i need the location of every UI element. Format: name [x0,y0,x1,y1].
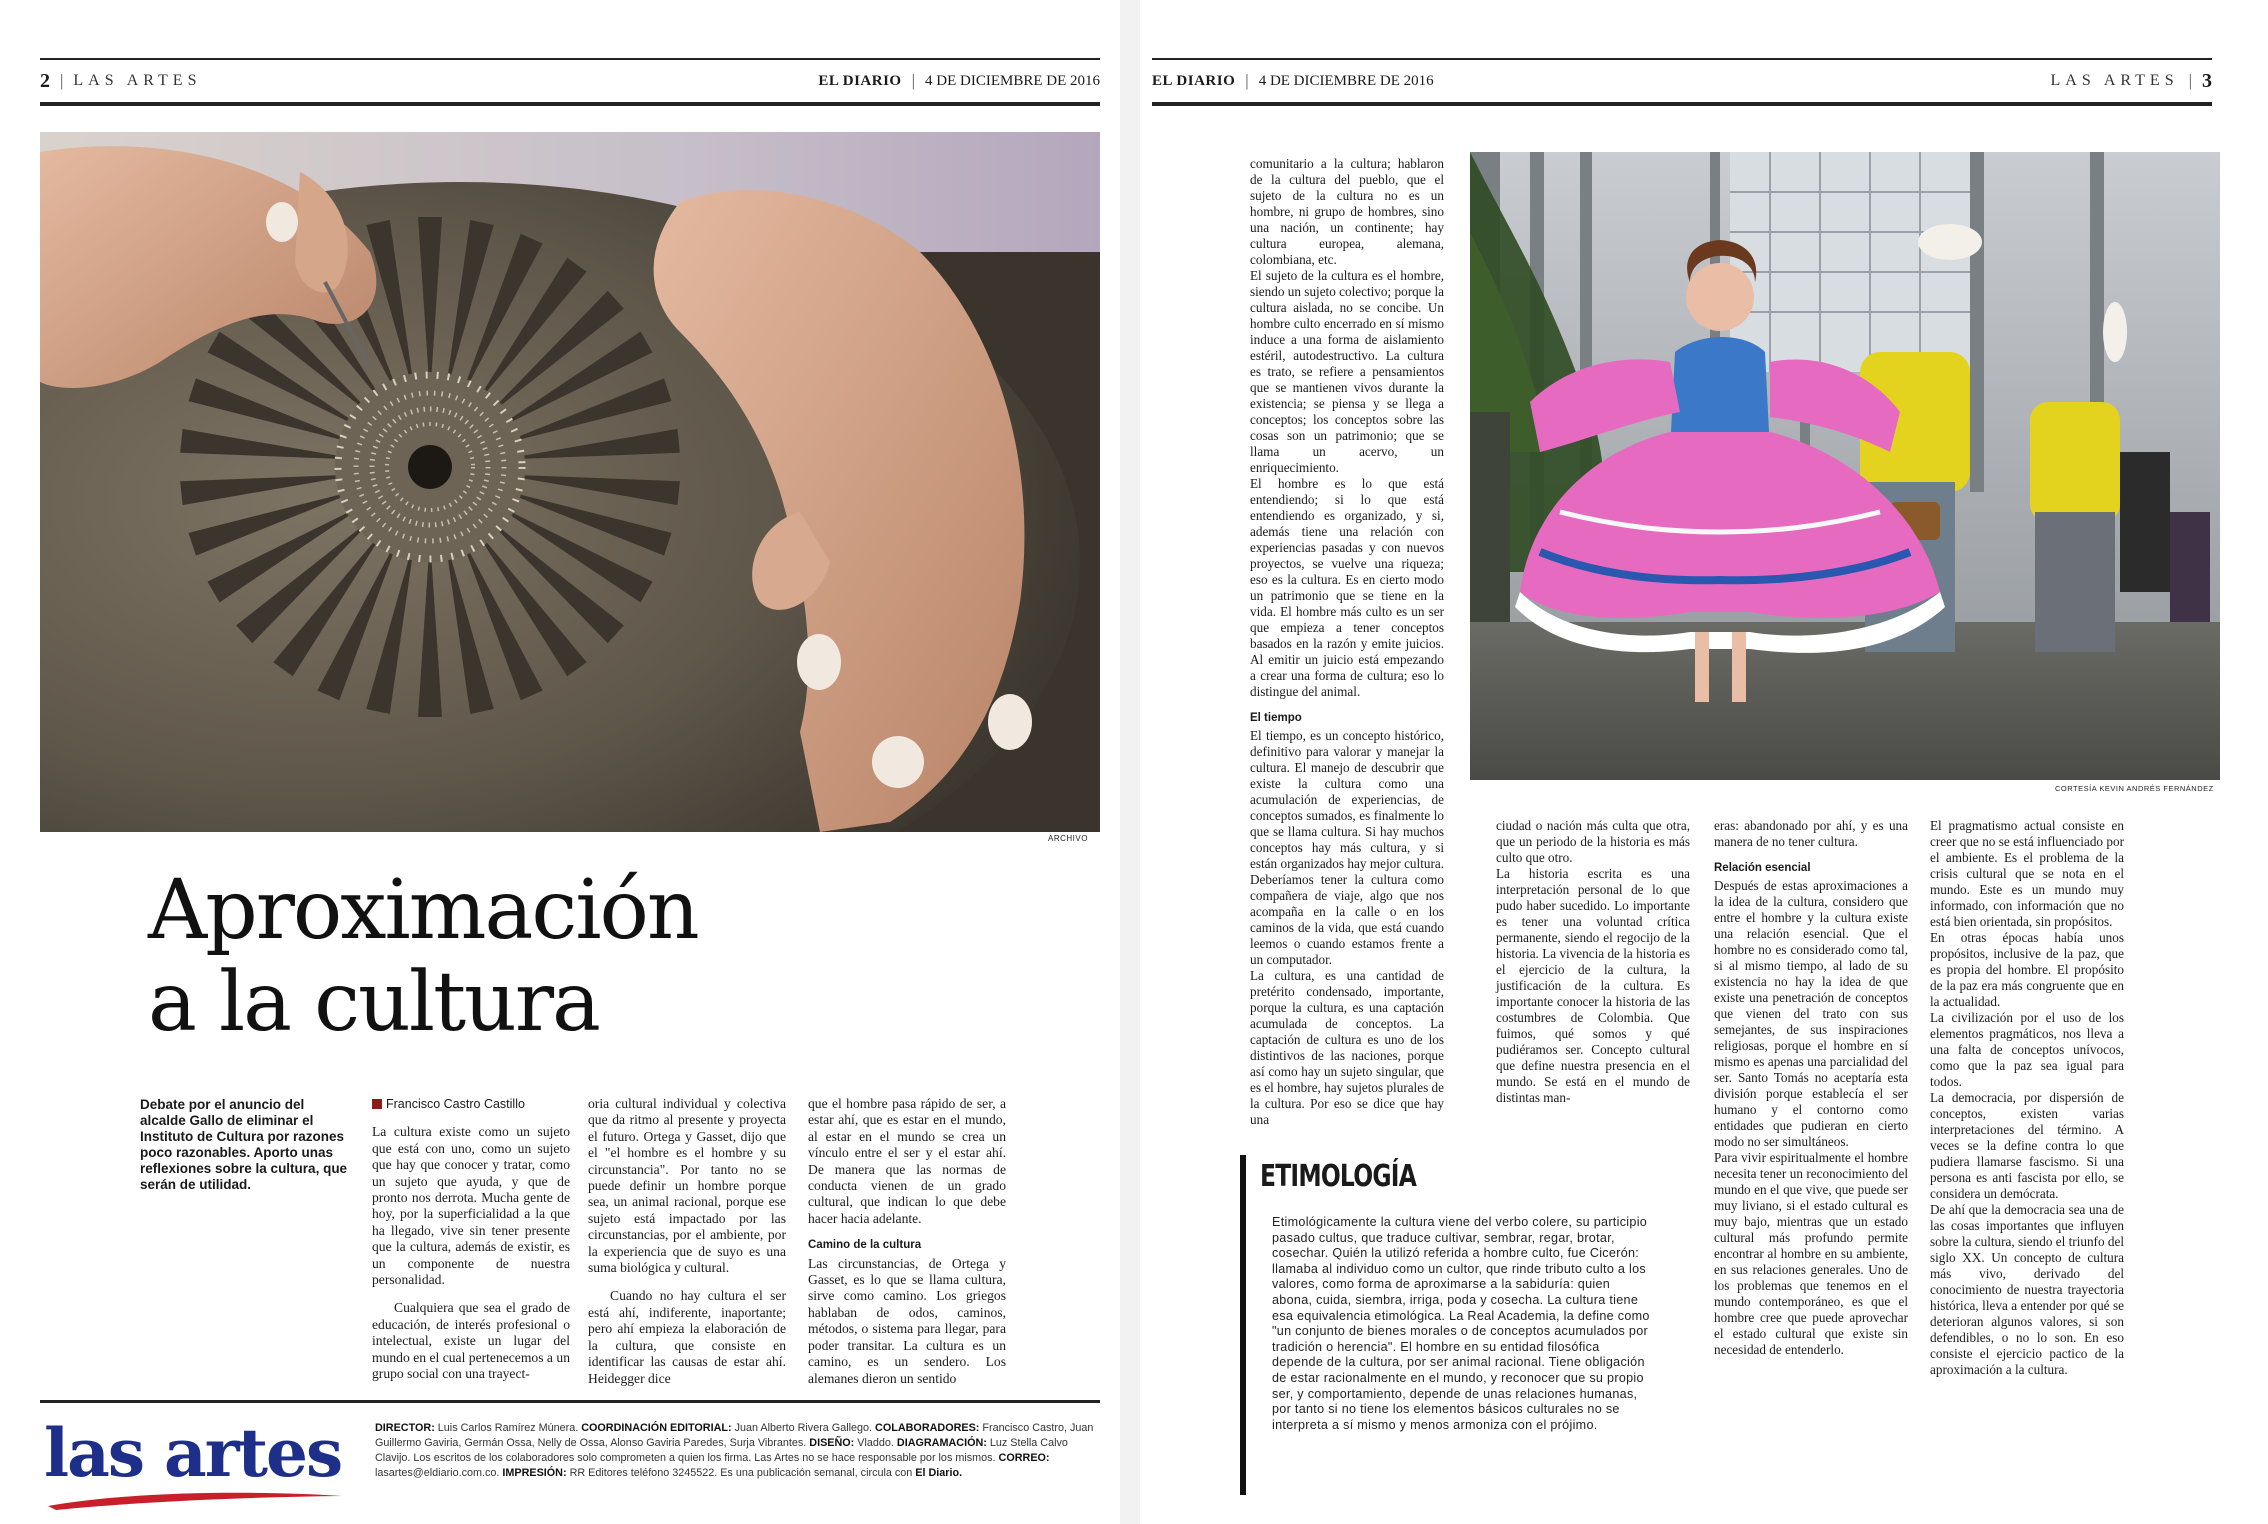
photo-credit: CORTESÍA KEVIN ANDRÉS FERNÁNDEZ [2055,784,2214,793]
issue-date: 4 DE DICIEMBRE DE 2016 [1258,72,1434,89]
paragraph: Después de estas aproximaciones a la idea de la cultura, considero que entre el hombre y la cultura existe una relación esencial. Que el hombre no es considerado como tal, si al mismo tiempo, al lado de su existencia no hay la idea de que existe una penetración de conceptos que vienen del trato con sus semejantes, de sus inspiraciones religiosas, porque el hombre en sí mismo es apenas una parcialidad del ser. Santo Tomás no aceptaría esta división porque establecía el ser humano y el contorno como entidades que pudieran en cierto modo no ser simultáneos. [1714,878,1908,1149]
issue-date: 4 DE DICIEMBRE DE 2016 [925,72,1100,89]
right-column-b [1496,818,1690,1106]
paragraph: El pragmatismo actual consiste en creer que no se está influenciado por el ambiente. Es el problema de la crisis cultural que se nota en el mundo. Este es un mundo muy informado, con información que no está bien orientada, sin propósitos. [1930,818,2124,929]
paper-name: EL DIARIO [1152,72,1236,89]
byline-author: Francisco Castro Castillo [386,1097,525,1111]
dance-photo [1470,152,2220,780]
paragraph: ciudad o nación más culta que otra, que un periodo de la historia es más culto que otro. [1496,818,1690,865]
paragraph: eras: abandonado por ahí, y es una manera de no tener cultura. [1714,818,1908,849]
paragraph: comunitario a la cultura; hablaron de la cultura del pueblo, que el sujeto de la cultura no es un hombre, ni grupo de hombres, sino una nación, un continente; hay cultura europea, alemana, colombiana, etc. [1250,156,1444,267]
etimologia-bar [1240,1155,1246,1495]
paragraph: El sujeto de la cultura es el hombre, siendo un sujeto colectivo; porque la cultura aislada, no se concibe. Un hombre culto encerrado en sí mismo induce a una forma de aislamiento estéril, autodestructivo. La cultura es trato, se refiere a pensamientos que se mantienen vivos durante la existencia; se piensa y se llega a conceptos; los conceptos sobre las cosas son un patrimonio; que se llama un acervo, un enriquecimiento. [1250,268,1444,475]
etimologia-title: ETIMOLOGÍA [1260,1159,1417,1194]
paragraph: La civilización por el uso de los elementos pragmáticos, nos lleva a una falta de conceptos unívocos, como que la paz sea igual para todos. [1930,1010,2124,1089]
left-page [0,0,1120,1524]
headline-line-1: Aproximación [148,863,698,958]
paragraph: La historia escrita es una interpretación personal de lo que pudo haber sucedido. Lo importante es tener una voluntad crítica permanente, siendo el regocijo de la historia. La vivencia de la historia es el ejercicio de la cultura, la justificación de la cultura. Es importante conocer la historia de las costumbres de Colombia. Que fuimos, qué somos y qué pudiéramos ser. Concepto cultural que define nuestra presencia en el mundo. Se está en el mundo de distintas man- [1496,866,1690,1105]
etimologia-text: Etimológicamente la cultura viene del verbo colere, su participio pasado cultus, que traduce cultivar, sembrar, regar, brotar, cosechar. Quién la utilizó referida a hombre culto, fue Cicerón: llamaba al individuo como un cultor, que rinde tributo culto a los valores, como forma de aproximarse a la sabiduría: quien abona, cuida, siembra, irriga, poda y cosecha. La cultura tiene esa equivalencia etimológica. La Real Academia, la define como "un conjunto de bienes morales o de conceptos acumulados por tradición o herencia". El hombre en su entidad filosófica depende de la cultura, por ser animal racional. Tiene obligación de estar racionalmente en el mundo, y reconocer que su propio ser, y comportamiento, depende de unas relaciones humanas, por tanto si no tiene los elementos básicos culturales no se interpreta a sí mismo y menos armoniza con el prójimo. [1272,1215,1650,1432]
paragraph: Para vivir espiritualmente el hombre necesita tener un reconocimiento del mundo en el que vive, que puede ser muy liviano, si el estado cultural es muy bajo, mientras que un estado cultural más profundo permite encontrar al hombre en su ambiente, en sus relaciones generales. Uno de los problemas que tenemos en el mundo contemporáneo, es que el hombre cree que puede aprovechar el estado cultural que existe sin necesidad de entenderlo. [1714,1150,1908,1357]
byline [372,1096,570,1112]
paragraph: La cultura existe como un sujeto que está con uno, como un sujeto que hay que conocer y tratar, como un sujeto que ayuda, y que de pronto nos derrota. Mucha gente de hoy, por la superficialidad a la que ha llegado, vive sin tener presente que la cultura, además de existir, es un componente de nuestra personalidad. [372,1124,570,1288]
las-artes-logo: las artes [44,1414,342,1492]
paragraph: El hombre es lo que está entendiendo; si lo que está entendiendo es organizado, y si, además tiene una relación con experiencias pasadas y con nuevos proyectos, se vuelve una riqueza; eso es la cultura. Es en cierto modo un patrimonio que se tiene en la vida. El hombre más culto es un ser que empieza a tener conceptos basados en la razón y emite juicios. Al emitir un juicio está empezando a crear una forma de cultura; eso lo distingue del animal. [1250,476,1444,699]
page-number: 2 [40,69,50,92]
article-deck: Debate por el anuncio del alcalde Gallo de eliminar el Instituto de Cultura por razones poco razonables. Aporto unas reflexiones sobre la cultura, que serán de utilidad. [140,1097,348,1192]
paragraph: La democracia, por dispersión de conceptos, existen varias interpretaciones del término. A veces se la define contra lo que pudiera llamarse fascismo. Si una persona es anti fascista por ello, se considera un demócrata. [1930,1090,2124,1201]
paragraph: El tiempo, es un concepto histórico, definitivo para valorar y manejar la cultura. El manejo de descubrir que existe la cultura como una acumulación de experiencias, de conceptos sumados, es finalmente lo que se llama cultura. Si hay muchos conceptos hay más cultura, y si están organizados hay mejor cultura. Deberíamos tener la cultura como compañera de viaje, algo que nos acompaña en la calle o en los caminos de la vida, que está cuando leemos o cuando estamos frente a un computador. [1250,728,1444,967]
left-column-2 [588,1096,786,1387]
subhead: Camino de la cultura [808,1239,922,1252]
section-name: LAS ARTES [2050,72,2179,89]
paragraph: De ahí que la democracia sea una de las cosas importantes que influyen sobre la cultura, siendo el triunfo del siglo XX. Un concepto de cultura más vivo, derivado del conocimiento de nuestra trayectoria histórica, lleva a entender por qué se deterioran algunos valores, si son defendibles, o no lo son. En eso consiste el ejercicio pactico de la aproximación a la cultura. [1930,1202,2124,1377]
pottery-photo-image [40,132,1100,832]
subhead: Relación esencial [1714,862,1811,874]
right-column-a [1250,156,1444,1128]
paragraph: Cuando no hay cultura el ser está ahí, indiferente, inaportante; pero ahí empieza la elaboración de la cultura, que consiste en identificar las causas de estar ahí. Heidegger dice [588,1288,786,1386]
paragraph: Cualquiera que sea el grado de educación, de interés profesional o intelectual, existe un lugar del mundo en el cual pertenecemos a un grupo social con una trayect- [372,1300,570,1382]
paragraph: oria cultural individual y colectiva que da ritmo al presente y proyecta el futuro. Ortega y Gasset, dijo que el "el hombre es el hombre y su circunstancia". Por tanto no se puede definir un hombre porque sea, un animal racional, porque ese sujeto está impactado por las circunstancias, por el ambiente, por la experiencia que de suyo es una suma biológica y cultural. [588,1096,786,1276]
paragraph: En otras épocas había unos propósitos, inclusive de la paz, que es propia del hombre. El propósito de la paz era más congruente que en la actualidad. [1930,930,2124,1009]
right-folio: EL DIARIO | 4 DE DICIEMBRE DE 2016 LAS ARTES | 3 [1152,58,2212,106]
right-column-c [1714,818,1908,1358]
page-number: 3 [2202,69,2212,92]
paragraph: La cultura, es una cantidad de pretérito condensado, importante, porque la cultura, es una captación acumulada de conceptos. La captación de cultura es uno de los distintivos de las naciones, porque así como hay un sujeto singular, que es el hombre, hay sujetos plurales de la cultura. Por eso se dice que hay una [1250,968,1444,1127]
headline-line-2: a la cultura [148,955,599,1050]
byline-mark [372,1099,382,1109]
photo-credit: ARCHIVO [1048,834,1088,843]
paper-name: EL DIARIO [818,72,902,89]
section-name: LAS ARTES [73,72,202,89]
etimologia-box [1240,1155,1650,1495]
subhead: El tiempo [1250,712,1302,724]
pottery-photo [40,132,1100,832]
dance-photo-image [1470,152,2220,780]
email-link[interactable]: lasartes@eldiario.com.co. [375,1467,500,1479]
masthead-rule [40,1400,1100,1403]
page-gutter [1120,0,1140,1524]
left-column-3 [808,1096,1006,1387]
right-column-d [1930,818,2124,1378]
article-headline [148,865,698,1049]
paragraph: Las circunstancias, de Ortega y Gasset, es lo que se llama cultura, sirve como camino. Los griegos hablaban de odos, caminos, métodos, o sistema para llegar, para poder transitar. La cultura es un camino, es un sendero. Los alemanes dieron un sentido [808,1255,1006,1386]
left-column-1 [372,1096,570,1383]
paragraph: que el hombre pasa rápido de ser, a estar ahí, que es estar en el mundo, al estar en el mundo se crea un vínculo entre el ser y el estar ahí. De manera que las normas de conducta vienen de un grado cultural, que indican lo que debe hacer hacia adelante. [808,1096,1006,1226]
logo-swoosh [46,1488,346,1510]
staff-box: DIRECTOR: Luis Carlos Ramírez Múnera. COORDINACIÓN EDITORIAL: Juan Alberto Rivera Gallego. COLABORADORES: Francisco Castro, Juan Guillermo Gaviria, Germán Ossa, Nelly de Ossa, Alonso Gaviria Paredes, Surja Vibrantes. DISEÑO: Vladdo. DIAGRAMACIÓN: Luz Stella Calvo Clavijo. Los escritos de los colaboradores solo comprometen a quien los firma. Las Artes no se hace responsable por los mismos. CORREO: lasartes@eldiario.com.co. IMPRESIÓN: RR Editores teléfono 3245522. Es una publicación semanal, circula con El Diario. [375,1422,1094,1479]
left-folio: 2 | LAS ARTES EL DIARIO | 4 DE DICIEMBRE DE 2016 [40,58,1100,106]
